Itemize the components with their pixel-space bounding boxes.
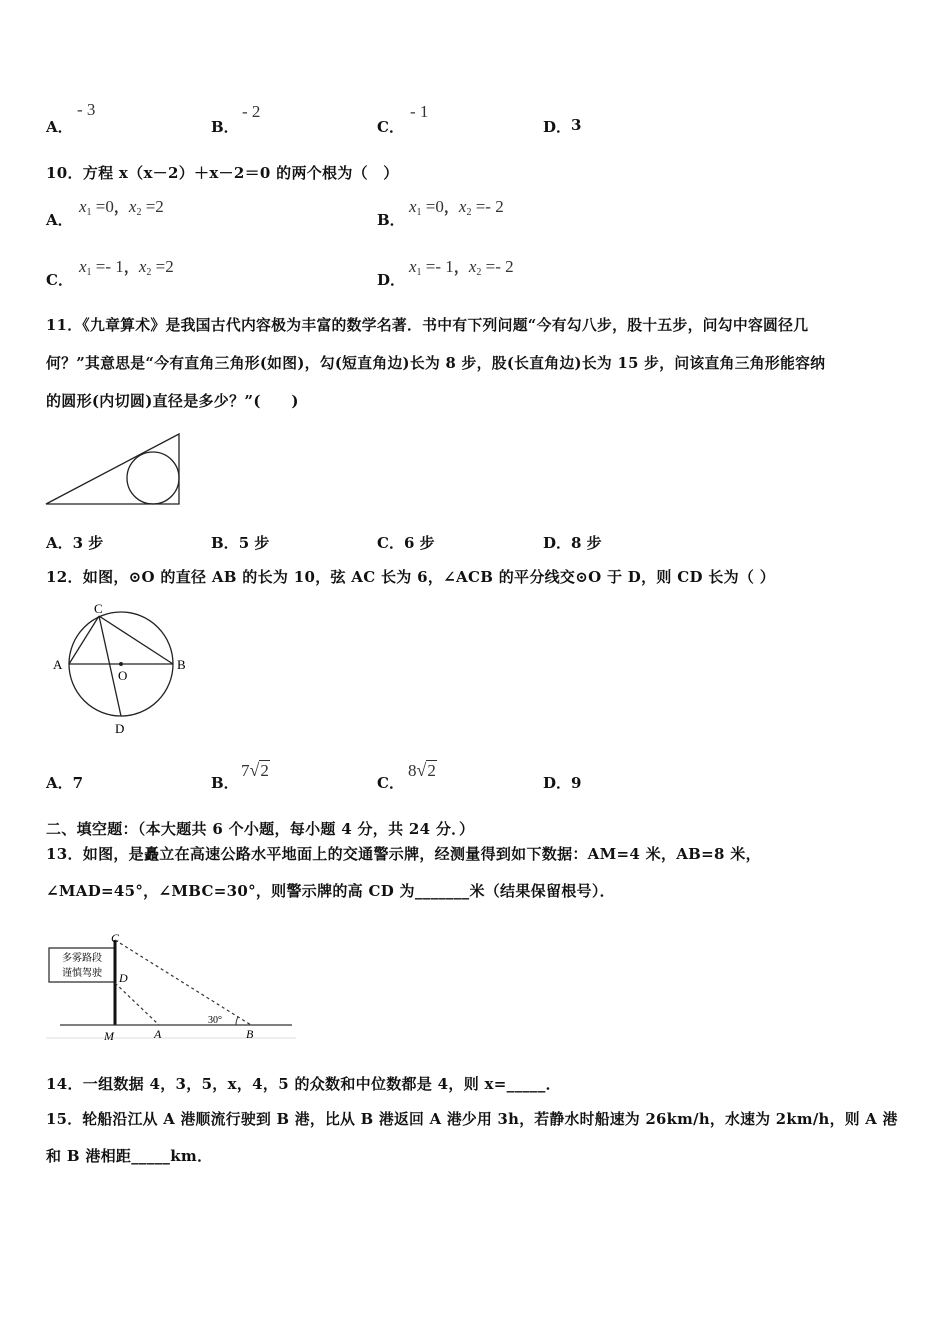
- q10-c-x1: - 1: [105, 257, 124, 276]
- label-b: B: [177, 657, 186, 672]
- q11-triangle-figure: [40, 428, 190, 510]
- q13-line-2: ∠MAD=45°，∠MBC=30°，则警示牌的高 CD 为_______米（结果保留根号）．: [46, 882, 615, 900]
- q10-option-b-label: B．: [377, 211, 405, 229]
- q10-a-x1: 0: [105, 197, 114, 216]
- q12-option-d-label: D．: [543, 774, 572, 792]
- q11-line-1: 11．《九章算术》是我国古代内容极为丰富的数学名著．书中有下列问题“今有勾八步，股十五步，问勾中容圆径几: [46, 317, 809, 334]
- label-c: C: [111, 931, 120, 945]
- q10-d-x2: - 2: [495, 257, 514, 276]
- q11-option-c-label: C．: [377, 534, 404, 552]
- label-d: D: [115, 721, 125, 736]
- section-2-title: 二、填空题：（本大题共 6 个小题，每小题 4 分，共 24 分．）: [46, 820, 475, 838]
- q9-option-d-label: D．: [543, 118, 572, 136]
- q12-circle-figure: [46, 600, 196, 740]
- q15-line-2: 和 B 港相距_____km．: [46, 1147, 213, 1165]
- q9-option-a-value: - 3: [77, 100, 96, 119]
- q12-option-a-value: 7: [72, 774, 84, 792]
- sign-text-1: 多雾路段: [62, 953, 102, 964]
- angle-arc: [236, 1017, 238, 1025]
- q14-text: 14．一组数据 4，3，5，x，4，5 的众数和中位数都是 4，则 x=_____．: [46, 1075, 561, 1093]
- q10-c-x2: 2: [165, 257, 174, 276]
- q9-option-d-value: 3: [571, 116, 582, 134]
- q9-option-b-value: - 2: [242, 102, 261, 121]
- q15-line-1: 15．轮船沿江从 A 港顺流行驶到 B 港，比从 B 港返回 A 港少用 3h，若静水时船速为 26km/h，水速为 2km/h，则 A 港: [46, 1111, 898, 1128]
- q11-option-b-value: 5 步: [238, 534, 270, 552]
- chord-ac: [69, 616, 99, 664]
- chord-cb: [99, 616, 173, 664]
- q10-stem: 10．方程 x（x－2）＋x－2＝0 的两个根为（ ）: [46, 164, 399, 182]
- angle-label: 30°: [208, 1015, 222, 1026]
- q12-option-c-label: C．: [377, 774, 404, 792]
- right-triangle: [46, 434, 179, 504]
- q13-line-1: 13．如图，是矗立在高速公路水平地面上的交通警示牌，经测量得到如下数据：AM=4 米，AB=8 米，: [46, 845, 761, 863]
- q10-option-d-label: D．: [377, 271, 406, 289]
- q12-option-b-value: 7√2: [241, 760, 269, 780]
- q10-d-x1: - 1: [435, 257, 454, 276]
- q11-option-a-value: 3 步: [72, 534, 104, 552]
- q10-option-c-label: C．: [46, 271, 73, 289]
- q11-option-d-value: 8 步: [571, 534, 602, 552]
- q10-b-x1: 0: [435, 197, 444, 216]
- chord-cd: [99, 616, 121, 716]
- line-cb: [115, 940, 251, 1025]
- q12-option-a-label: A．: [46, 774, 73, 792]
- center-point: [119, 662, 123, 666]
- q11-option-c-value: 6 步: [403, 534, 435, 552]
- q9-option-c-label: C．: [377, 118, 404, 136]
- sign-text-2: 谨慎驾驶: [62, 968, 102, 979]
- q10-a-x2: 2: [155, 197, 164, 216]
- q12-option-b-label: B．: [211, 774, 239, 792]
- label-b: B: [246, 1027, 254, 1041]
- incircle: [127, 452, 179, 504]
- q11-line-3: 的圆形(内切圆)直径是多少？”( ): [46, 392, 299, 410]
- q9-option-c-value: - 1: [410, 102, 429, 121]
- q11-option-d-label: D．: [543, 534, 572, 552]
- q11-line-2: 何？”其意思是“今有直角三角形(如图)，勾(短直角边)长为 8 步，股(长直角边)长为 15 步，问该直角三角形能容纳: [46, 355, 826, 372]
- label-a: A: [154, 1027, 162, 1041]
- label-m: M: [104, 1029, 114, 1043]
- q11-option-a-label: A．: [46, 534, 73, 552]
- q9-option-b-label: B．: [211, 118, 239, 136]
- q12-option-c-value: 8√2: [408, 760, 436, 780]
- q10-option-a-label: A．: [46, 211, 73, 229]
- q11-option-b-label: B．: [211, 534, 239, 552]
- label-o: O: [118, 668, 128, 683]
- label-a: A: [53, 657, 63, 672]
- label-d: D: [119, 971, 128, 985]
- q13-sign-figure: [44, 928, 300, 1048]
- q12-option-d-value: 9: [571, 774, 582, 792]
- q10-b-x2: - 2: [485, 197, 504, 216]
- q9-option-a-label: A．: [46, 118, 73, 136]
- label-c: C: [94, 601, 103, 616]
- line-da: [115, 983, 159, 1025]
- q12-stem: 12．如图，⊙O 的直径 AB 的长为 10，弦 AC 长为 6，∠ACB 的平分线交⊙O 于 D，则 CD 长为（ ）: [46, 568, 776, 586]
